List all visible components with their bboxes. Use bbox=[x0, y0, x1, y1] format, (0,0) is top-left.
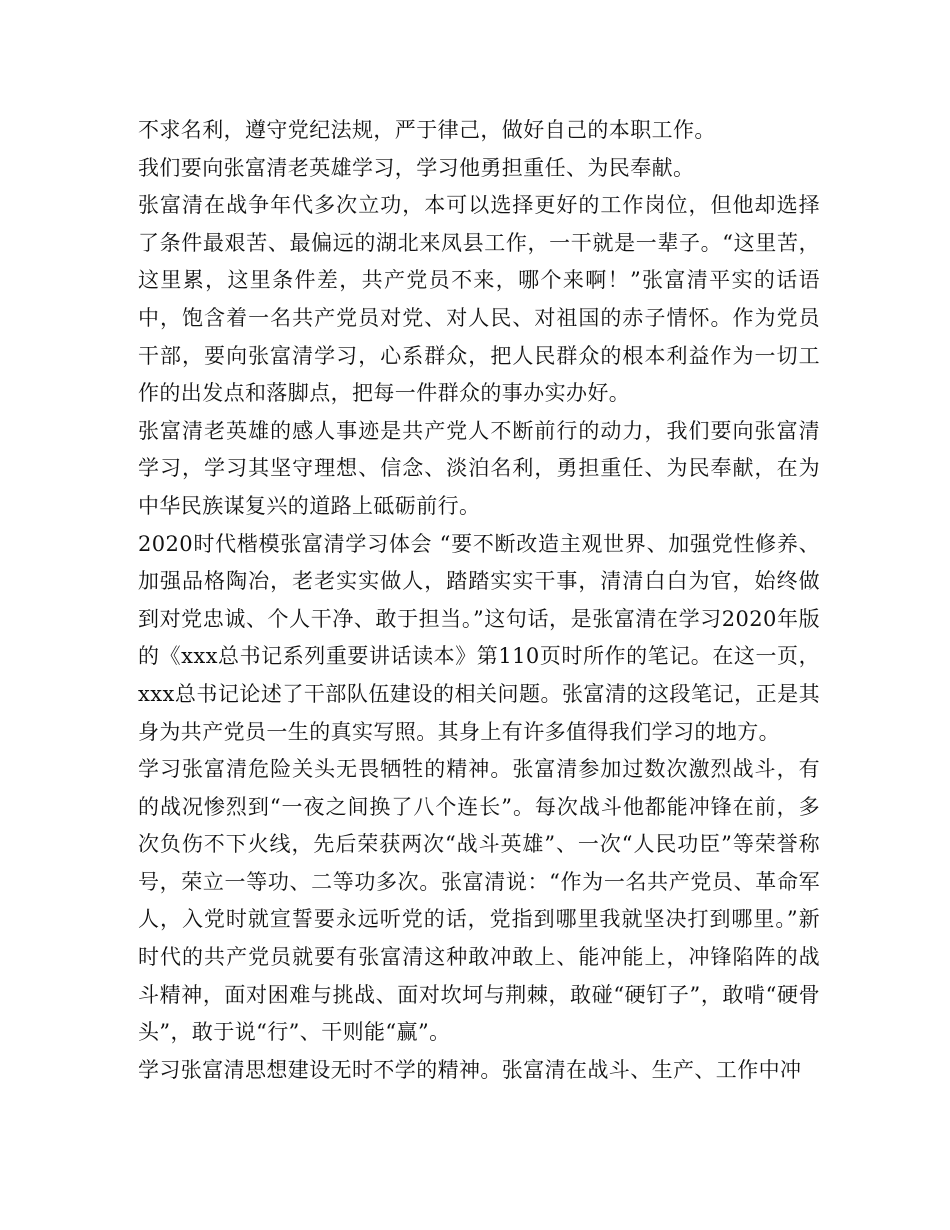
paragraph-7: 学习张富清思想建设无时不学的精神。张富清在战斗、生产、工作中冲 bbox=[138, 1057, 802, 1082]
paragraph-4: 张富清老英雄的感人事迹是共产党人不断前行的动力，我们要向张富清学习，学习其坚守理想、信念、淡泊名利，勇担重任、为民奉献，在为中华民族谋复兴的道路上砥砺前行。 bbox=[138, 418, 820, 518]
paragraph-1: 不求名利，遵守党纪法规，严于律己，做好自己的本职工作。 bbox=[138, 118, 716, 142]
paragraph-3: 张富清在战争年代多次立功，本可以选择更好的工作岗位，但他却选择了条件最艰苦、最偏远的湖北来凤县工作，一干就是一辈子。“这里苦，这里累，这里条件差，共产党员不来，哪个来啊！”张富清平实的话语中，饱含着一名共产党员对党、对人民、对祖国的赤子情怀。作为党员干部，要向张富清学习，心系群众，把人民群众的根本利益作为一切工作的出发点和落脚点，把每一件群众的事办实办好。 bbox=[138, 193, 820, 406]
paragraph-2: 我们要向张富清老英雄学习，学习他勇担重任、为民奉献。 bbox=[138, 155, 695, 180]
paragraph-5: 2020时代楷模张富清学习体会 “要不断改造主观世界、加强党性修养、加强品格陶冶，老老实实做人，踏踏实实干事，清清白白为官，始终做到对党忠诚、个人干净、敢于担当。”这句话，是张富清在学习2020年版的《xxx总书记系列重要讲话读本》第110页时所作的笔记。在这一页，xxx总书记论述了干部队伍建设的相关问题。张富清的这段笔记，正是其身为共产党员一生的真实写照。其身上有许多值得我们学习的地方。 bbox=[138, 531, 820, 744]
paragraph-6: 学习张富清危险关头无畏牺牲的精神。张富清参加过数次激烈战斗，有的战况惨烈到“一夜之间换了八个连长”。每次战斗他都能冲锋在前，多次负伤不下火线，先后荣获两次“战斗英雄”、一次“人民功臣”等荣誉称号，荣立一等功、二等功多次。张富清说：“作为一名共产党员、革命军人，入党时就宣誓要永远听党的话，党指到哪里我就坚决打到哪里。”新时代的共产党员就要有张富清这种敢冲敢上、能冲能上，冲锋陷阵的战斗精神，面对困难与挑战、面对坎坷与荆棘，敢碰“硬钉子”，敢啃“硬骨头”，敢于说“行”、干则能“赢”。 bbox=[138, 757, 820, 1045]
document-body bbox=[138, 112, 820, 1089]
